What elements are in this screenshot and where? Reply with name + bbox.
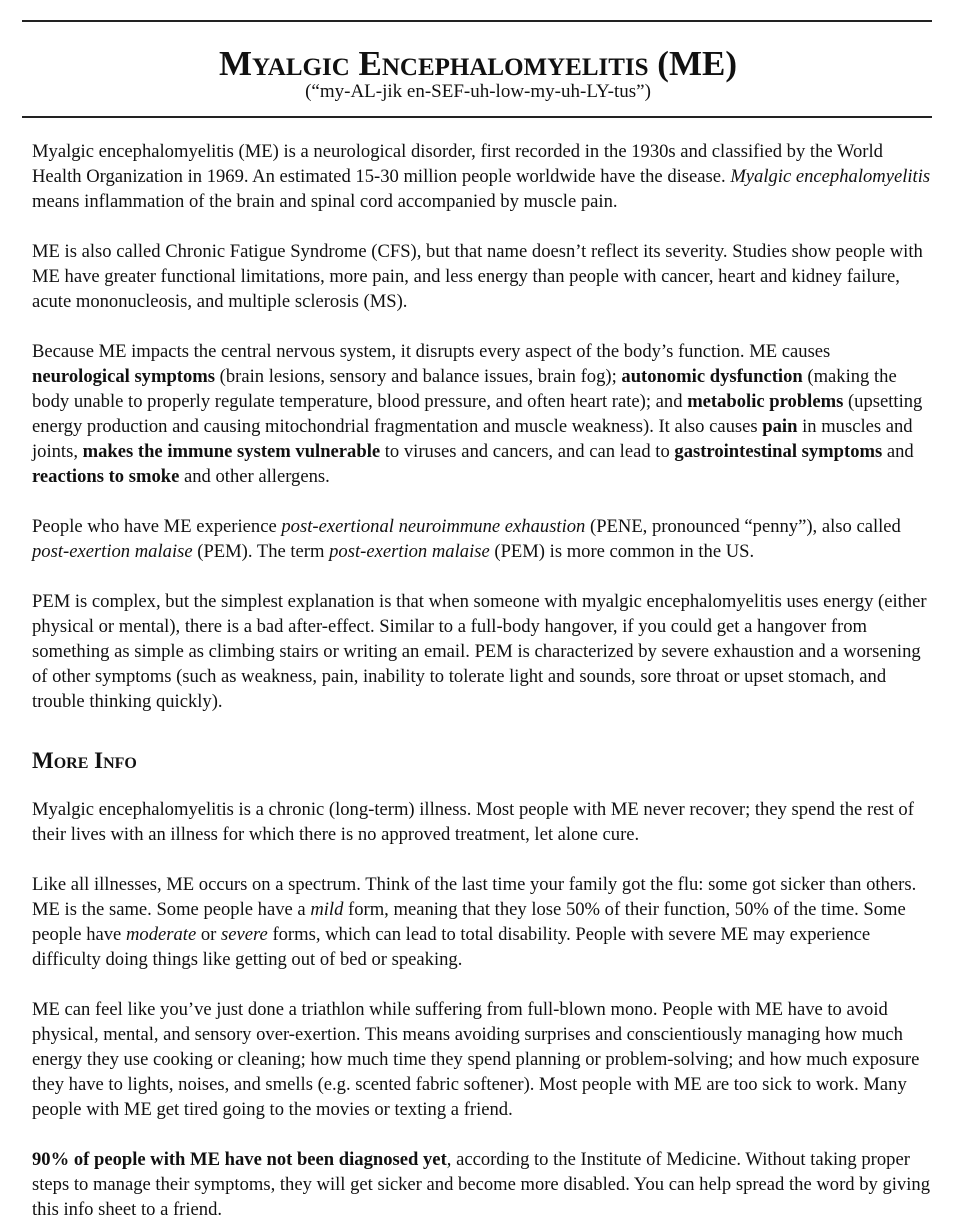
header-rule [22,116,932,118]
paragraph-cfs: ME is also called Chronic Fatigue Syndrome (CFS), but that name doesn’t reflect its severity. Studies show people with ME have greater functional limitations, more pain, and less energy than people with cancer, heart and kidney failure, acute mononucleosis, and multiple sclerosis (MS). [32,241,923,312]
paragraph-pene: People who have ME experience post-exertional neuroimmune exhaustion (PENE, pronounced “penny”), also called post-exertion malaise (PEM). The term post-exertion malaise (PEM) is more common in the US. [32,516,901,562]
paragraph-intro: Myalgic encephalomyelitis (ME) is a neurological disorder, first recorded in the 1930s and classified by the World Health Organization in 1969. An estimated 15-30 million people worldwide have the disease. Myalgic encephalomyelitis means inflammation of the brain and spinal cord accompanied by muscle pain. [32,141,931,212]
paragraph-spectrum: Like all illnesses, ME occurs on a spectrum. Think of the last time your family got the flu: some got sicker than others. ME is the same. Some people have a mild form, meaning that they lose 50% of their function, 50% of the time. Some people have moderate or severe forms, which can lead to total disability. People with severe ME may experience difficulty doing things like getting out of bed or speaking. [32,874,917,970]
top-rule [22,20,932,22]
section-heading-more-info: More Info [32,748,137,773]
page-title: Myalgic Encephalomyelitis (ME) [219,44,737,83]
paragraph-symptoms: Because ME impacts the central nervous system, it disrupts every aspect of the body’s function. ME causes neurological symptoms (brain lesions, sensory and balance issues, brain fog); autonomic dysfunction (making the body unable to properly regulate temperature, blood pressure, and often heart rate); and metabolic problems (upsetting energy production and causing mitochondrial fragmentation and muscle weakness). It also causes pain in muscles and joints, makes the immune system vulnerable to viruses and cancers, and can lead to gastrointestinal symptoms and reactions to smoke and other allergens. [32,341,923,487]
paragraph-chronic: Myalgic encephalomyelitis is a chronic (long-term) illness. Most people with ME never recover; they spend the rest of their lives with an illness for which there is no approved treatment, let alone cure. [32,799,914,845]
paragraph-pem: PEM is complex, but the simplest explanation is that when someone with myalgic encephalomyelitis uses energy (either physical or mental), there is a bad after-effect. Similar to a full-body hangover, if you could get a hangover from something as simple as climbing stairs or writing an email. PEM is characterized by severe exhaustion and a worsening of other symptoms (such as weakness, pain, inability to tolerate light and sounds, sore throat or upset stomach, and trouble thinking quickly). [32,591,927,712]
paragraph-diagnosis: 90% of people with ME have not been diagnosed yet, according to the Institute of Medicine. Without taking proper steps to manage their symptoms, they will get sicker and become more disabled. You can help spread the word by giving this info sheet to a friend. [32,1149,930,1220]
document-body [32,139,932,1222]
pronunciation: (“my-AL-jik en-SEF-uh-low-my-uh-LY-tus”) [305,81,651,102]
paragraph-exertion: ME can feel like you’ve just done a triathlon while suffering from full-blown mono. People with ME have to avoid physical, mental, and sensory over-exertion. This means avoiding surprises and conscientiously managing how much energy they use cooking or cleaning; how much time they spend planning or problem-solving; and how much exposure they have to lights, noises, and smells (e.g. scented fabric softener). Most people with ME are too sick to work. Many people with ME get tired going to the movies or texting a friend. [32,999,920,1120]
